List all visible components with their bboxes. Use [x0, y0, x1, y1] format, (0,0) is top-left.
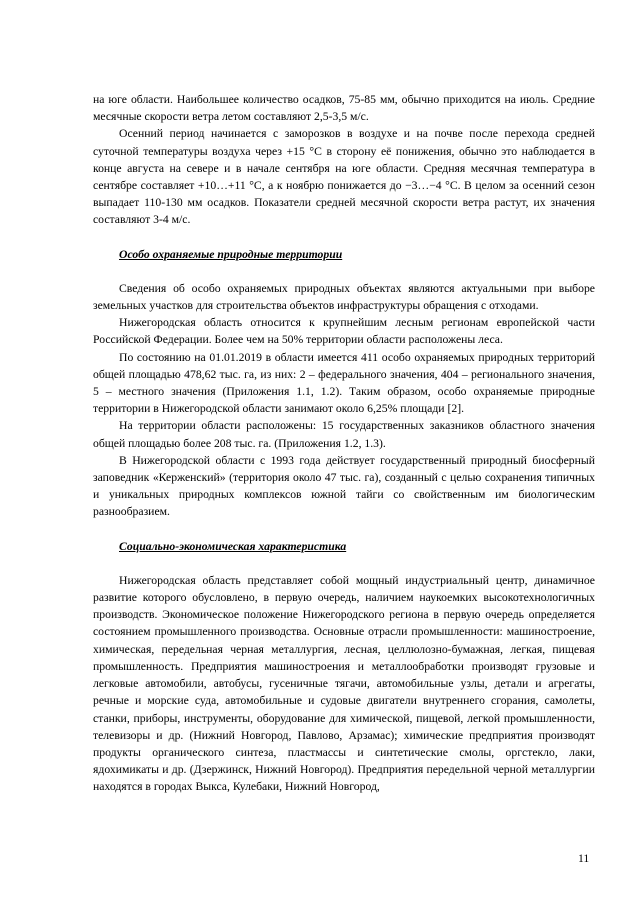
- heading-socioeconomic: Социально-экономическая характеристика: [119, 539, 347, 553]
- heading-protected-areas: Особо охраняемые природные территории: [119, 247, 343, 261]
- page-body: [93, 91, 595, 796]
- paragraph-protected-count: По состоянию на 01.01.2019 в области имеется 411 особо охраняемых природных территорий общей площадью 478,62 тыс. га, из них: 2 – федерального значения, 404 – регионального значения, 5 – местного значения (Приложения 1.1, 1.2). Таким образом, особо охраняемые природные территории в Нижегородской области занимают около 6,25% площади [2].: [93, 350, 595, 416]
- page-number: 11: [578, 852, 590, 865]
- paragraph-autumn: Осенний период начинается с заморозков в воздухе и на почве после перехода средней суточной температуры воздуха через +15 °С в сторону её понижения, обычно это наблюдается в конце августа на севере и в начале сентября на юге области. Средняя месячная температура в сентябре составляет +10…+11 °С, а к ноябрю понижается до −3…−4 °С. В целом за осенний сезон выпадает 110-130 мм осадков. Показатели средней месячной скорости ветра растут, их значения составляют 3-4 м/с.: [93, 127, 595, 227]
- paragraph-kerzhensky: В Нижегородской области с 1993 года действует государственный природный биосферный заповедник «Керженский» (территория около 47 тыс. га), созданный с целью сохранения типичных и уникальных природных комплексов южной тайги со свойственным им биологическим разнообразием.: [93, 453, 595, 519]
- paragraph-industry: Нижегородская область представляет собой мощный индустриальный центр, динамичное развитие которого обусловлено, в первую очередь, наличием наукоемких высокотехнологичных производств. Экономическое положение Нижегородского региона в первую очередь определяется состоянием промышленного производства. Основные отрасли промышленности: машиностроение, химическая, передельная черная металлургия, лесная, целлюлозно-бумажная, легкая, пищевая промышленность. Предприятия машиностроения и металлообработки производят грузовые и легковые автомобили, автобусы, гусеничные тягачи, автомобильные узлы, детали и агрегаты, речные и морские суда, автомобильные и судовые двигатели внутреннего сгорания, самолеты, станки, приборы, инструменты, оборудование для химической, пищевой, легкой промышленности, телевизоры и др. (Нижний Новгород, Павлово, Арзамас); химические предприятия производят продукты органического синтеза, пластмассы и синтетические смолы, оргстекло, лаки, ядохимикаты и др. (Дзержинск, Нижний Новгород). Предприятия передельной черной металлургии находятся в городах Выкса, Кулебаки, Нижний Новгород,: [93, 573, 595, 794]
- paragraph-forest-region: Нижегородская область относится к крупнейшим лесным регионам европейской части Российской Федерации. Более чем на 50% территории области расположены леса.: [93, 316, 595, 347]
- paragraph-protected-info: Сведения об особо охраняемых природных объектах являются актуальными при выборе земельных участков для строительства объектов инфраструктуры обращения с отходами.: [93, 281, 595, 313]
- paragraph-summer-precipitation: на юге области. Наибольшее количество осадков, 75-85 мм, обычно приходится на июль. Средние месячные скорости ветра летом составляют 2,5-3,5 м/с.: [93, 93, 595, 124]
- paragraph-reserves: На территории области расположены: 15 государственных заказников областного значения общей площадью более 208 тыс. га. (Приложения 1.2, 1.3).: [93, 419, 595, 450]
